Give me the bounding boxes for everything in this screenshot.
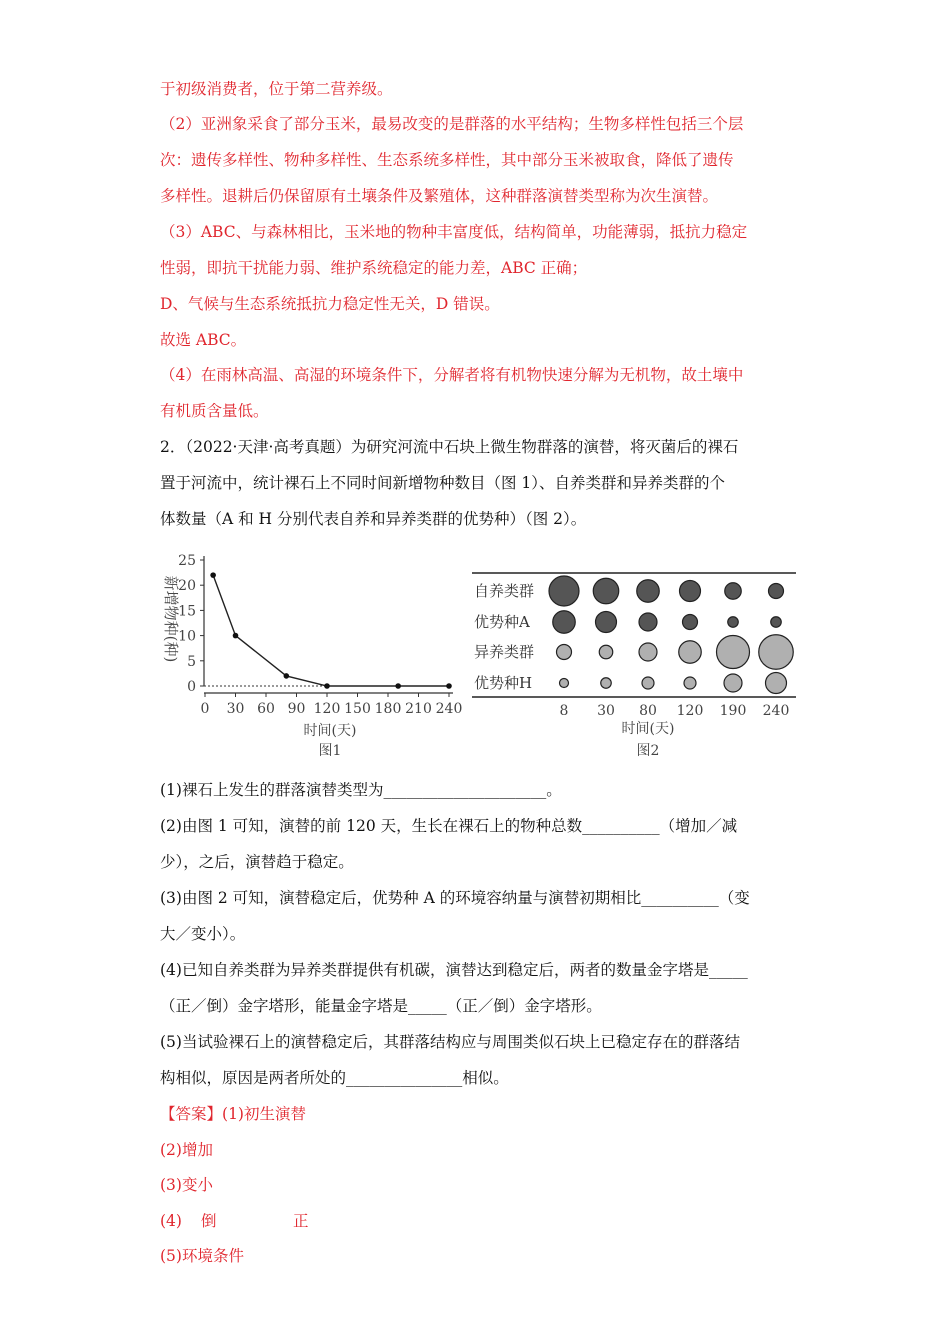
figure-area [0, 545, 950, 775]
x-tick-label: 30 [226, 701, 245, 717]
x-axis-label: 时间(天) [303, 723, 357, 739]
question-stem-line: 体数量（A 和 H 分别代表自养和异养类群的优势种）（图 2）。 [160, 510, 587, 528]
bubble [596, 612, 617, 633]
bubble [728, 617, 739, 628]
answer-4 [160, 1211, 800, 1231]
bubble [717, 636, 750, 669]
bubble [639, 643, 657, 661]
analysis-line: 于初级消费者，位于第二营养级。 [160, 80, 393, 98]
analysis-line: （4）在雨林高温、高湿的环境条件下，分解者将有机物快速分解为无机物，故土壤中 [160, 366, 744, 384]
bubble [684, 677, 696, 689]
x-tick-label: 240 [435, 701, 463, 717]
row-label: 优势种H [474, 674, 533, 692]
y-tick-label: 15 [178, 603, 196, 620]
analysis-line: 有机质含量低。 [160, 402, 269, 420]
x-tick-label: 240 [762, 703, 790, 719]
analysis-line: （3）ABC、与森林相比，玉米地的物种丰富度低，结构简单，功能薄弱，抵抗力稳定 [160, 223, 748, 241]
sub-question-4: (4)已知自养类群为异养类群提供有机碳，演替达到稳定后，两者的数量金字塔是_____ [160, 961, 748, 979]
x-tick-label: 120 [676, 703, 704, 719]
sub-question-3-cont: 大／变小）。 [160, 925, 246, 943]
sub-question-2: (2)由图 1 可知，演替的前 120 天，生长在裸石上的物种总数__________（增加／减 [160, 817, 738, 835]
bubble [724, 674, 742, 692]
x-tick-label: 0 [200, 701, 210, 717]
question-stem-line: 置于河流中，统计裸石上不同时间新增物种数目（图 1）、自养类群和异养类群的个 [160, 474, 726, 492]
answer-1 [160, 1104, 800, 1124]
bubble [557, 645, 572, 660]
bubble [769, 584, 784, 599]
answer-5: (5)环境条件 [160, 1247, 244, 1265]
bubble [639, 613, 657, 631]
y-tick-label: 10 [178, 628, 196, 645]
x-axis-label: 时间(天) [621, 721, 675, 737]
x-tick-label: 90 [287, 701, 306, 717]
bubble [680, 581, 701, 602]
analysis-line: 性弱，即抗干扰能力弱、维护系统稳定的能力差，ABC 正确； [160, 259, 588, 277]
data-line [213, 575, 449, 686]
data-point [446, 683, 452, 689]
data-point [210, 572, 216, 578]
bubble [549, 576, 579, 606]
data-point [233, 633, 239, 639]
x-tick-label: 190 [719, 703, 747, 719]
analysis-line: 多样性。退耕后仍保留原有土壤条件及繁殖体，这种群落演替类型称为次生演替。 [160, 187, 719, 205]
row-label: 自养类群 [474, 582, 535, 600]
x-tick-label: 150 [344, 701, 371, 717]
x-tick-label: 60 [257, 701, 275, 717]
bubble [599, 645, 613, 659]
analysis-line: D、气候与生态系统抵抗力稳定性无关，D 错误。 [160, 295, 500, 313]
x-tick-label: 210 [405, 701, 432, 717]
x-tick-label: 80 [639, 703, 657, 719]
figure-2-bubble-chart [472, 573, 796, 759]
sub-question-3: (3)由图 2 可知，演替稳定后，优势种 A 的环境容纳量与演替初期相比__________（变 [160, 889, 750, 907]
answer-3: (3)变小 [160, 1176, 213, 1194]
bubble [560, 679, 569, 688]
y-axis-label: 新增物种(种) [162, 575, 180, 663]
bubble [601, 678, 612, 689]
answer-4-number: (4) [160, 1212, 182, 1230]
y-tick-label: 0 [187, 679, 196, 695]
bubble [683, 615, 698, 630]
sub-question-5-cont: 构相似，原因是两者所处的_______________相似。 [160, 1069, 509, 1087]
y-tick-label: 20 [178, 578, 196, 595]
answer-4-blank-2: 正 [293, 1212, 309, 1230]
x-tick-label: 180 [374, 701, 402, 717]
y-tick-label: 5 [187, 653, 196, 670]
bubble [553, 611, 576, 634]
bubble [637, 580, 660, 603]
analysis-line: 故选 ABC。 [160, 331, 247, 349]
x-tick-label: 30 [597, 703, 615, 719]
row-label: 异养类群 [474, 643, 535, 661]
figure-1-line-chart [162, 553, 462, 759]
y-tick-label: 25 [178, 553, 196, 569]
answer-4-blank-1: 倒 [201, 1212, 217, 1230]
bubble [766, 673, 787, 694]
data-point [324, 683, 330, 689]
bubble [725, 583, 742, 600]
bubble [771, 617, 782, 628]
analysis-line: 次：遗传多样性、物种多样性、生态系统多样性，其中部分玉米被取食，降低了遗传 [160, 151, 734, 169]
bubble [642, 677, 654, 689]
data-point [395, 683, 401, 689]
answer-label: 【答案】 [160, 1105, 223, 1123]
question-stem-line: 2．（2022·天津·高考真题）为研究河流中石块上微生物群落的演替，将灭菌后的裸石 [160, 438, 739, 456]
data-point [284, 673, 290, 679]
answer-text: (1)初生演替 [222, 1105, 306, 1123]
bubble [679, 641, 702, 664]
sub-question-1: (1)裸石上发生的群落演替类型为_____________________。 [160, 781, 562, 799]
figure-1-caption: 图1 [318, 743, 342, 759]
sub-question-5: (5)当试验裸石上的演替稳定后，其群落结构应与周围类似石块上已稳定存在的群落结 [160, 1033, 740, 1051]
row-label: 优势种A [474, 613, 530, 631]
sub-question-2-cont: 少），之后，演替趋于稳定。 [160, 853, 354, 871]
sub-question-4-cont: （正／倒）金字塔形，能量金字塔是_____（正／倒）金字塔形。 [160, 997, 602, 1015]
x-tick-label: 120 [313, 701, 341, 717]
figure-2-caption: 图2 [636, 743, 660, 759]
bubble [759, 635, 794, 670]
answer-2: (2)增加 [160, 1141, 213, 1159]
analysis-line: （2）亚洲象采食了部分玉米，最易改变的是群落的水平结构；生物多样性包括三个层 [160, 115, 744, 133]
bubble [593, 578, 619, 604]
x-tick-label: 8 [559, 703, 569, 719]
